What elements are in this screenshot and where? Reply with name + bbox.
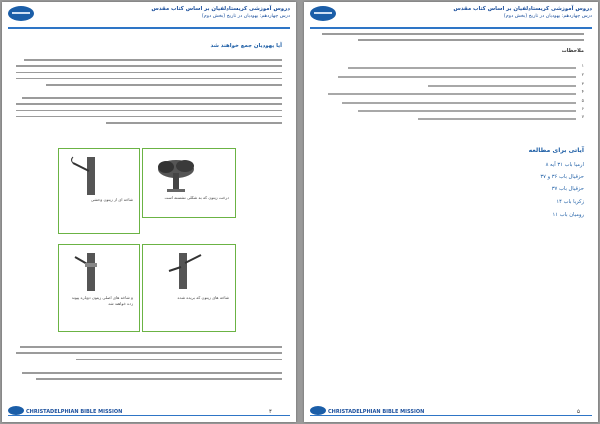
section-title: آیا یهودیان جمع خواهند شد: [210, 43, 282, 49]
note-item: ۶: [318, 108, 584, 114]
page-header: [310, 6, 592, 28]
mission-name: CHRISTADELPHIAN BIBLE MISSION: [26, 409, 123, 415]
figure-wild-branch: [58, 148, 140, 234]
figure-olive-tree: [142, 148, 236, 218]
figure-caption: شاخه ای از زیتون وحشی: [90, 197, 133, 202]
body-paragraph: [16, 372, 282, 385]
header-subtitle: درس چهاردهم: یهودیان در تاریخ (بخش دوم): [503, 14, 592, 19]
figure-cut-branches: [142, 244, 236, 332]
header-title: دروس آموزشی کریستادلفیان بر اساس کتاب مقدس: [453, 6, 592, 12]
header-subtitle: درس چهاردهم: یهودیان در تاریخ (بخش دوم): [201, 14, 290, 19]
olive-tree-icon: [153, 155, 199, 195]
mission-logo-icon: [8, 6, 34, 21]
figure-caption: و شاخه های اصلی زیتون دوباره پیوند زده خواهند شد: [71, 295, 133, 307]
page-number: ۵: [577, 409, 580, 415]
reading-item: رومیان باب ۱۱: [552, 212, 584, 218]
body-paragraph: [16, 59, 282, 90]
page-number: ۴: [269, 409, 272, 415]
note-item: ۱: [318, 65, 584, 71]
reading-item: حزقیال باب ۳۷: [551, 186, 584, 192]
footer-logo-icon: [310, 406, 326, 415]
note-item: ۳: [318, 83, 584, 89]
reading-item: حزقیال باب ۳۶ و ۳۷: [540, 174, 584, 180]
figure-caption: شاخه های زیتون که بریده شده: [177, 295, 229, 300]
regraft-icon: [69, 251, 113, 291]
note-item: ۴: [318, 91, 584, 97]
reading-item: زکریا باب ۱۴: [556, 199, 584, 205]
note-item: ۵: [318, 100, 584, 106]
header-rule: [310, 27, 592, 29]
header-title: دروس آموزشی کریستادلفیان بر اساس کتاب مقدس: [151, 6, 290, 12]
body-paragraph: [16, 97, 282, 128]
branch-graft-icon: [69, 155, 113, 195]
notes-title: ملاحظات: [561, 48, 584, 54]
figure-regrafted-branches: [58, 244, 140, 332]
body-paragraph: [16, 346, 282, 365]
figure-caption: درخت زیتون که به شکلی نشسته است: [164, 195, 229, 200]
header-rule: [8, 27, 290, 29]
reading-item: ارمیا باب ۳۱ آیه ۸: [545, 162, 584, 168]
page-footer: [8, 404, 290, 416]
note-item: ۷: [318, 116, 584, 122]
page-footer: [310, 404, 592, 416]
body-paragraph: [318, 33, 584, 46]
cut-branch-icon: [161, 251, 207, 291]
mission-name: CHRISTADELPHIAN BIBLE MISSION: [328, 409, 425, 415]
readings-title: آیاتی برای مطالعه: [528, 147, 584, 154]
footer-logo-icon: [8, 406, 24, 415]
page-header: [8, 6, 290, 28]
note-item: ۲: [318, 74, 584, 80]
mission-logo-icon: [310, 6, 336, 21]
right-page: [304, 2, 598, 422]
left-page: [2, 2, 296, 422]
